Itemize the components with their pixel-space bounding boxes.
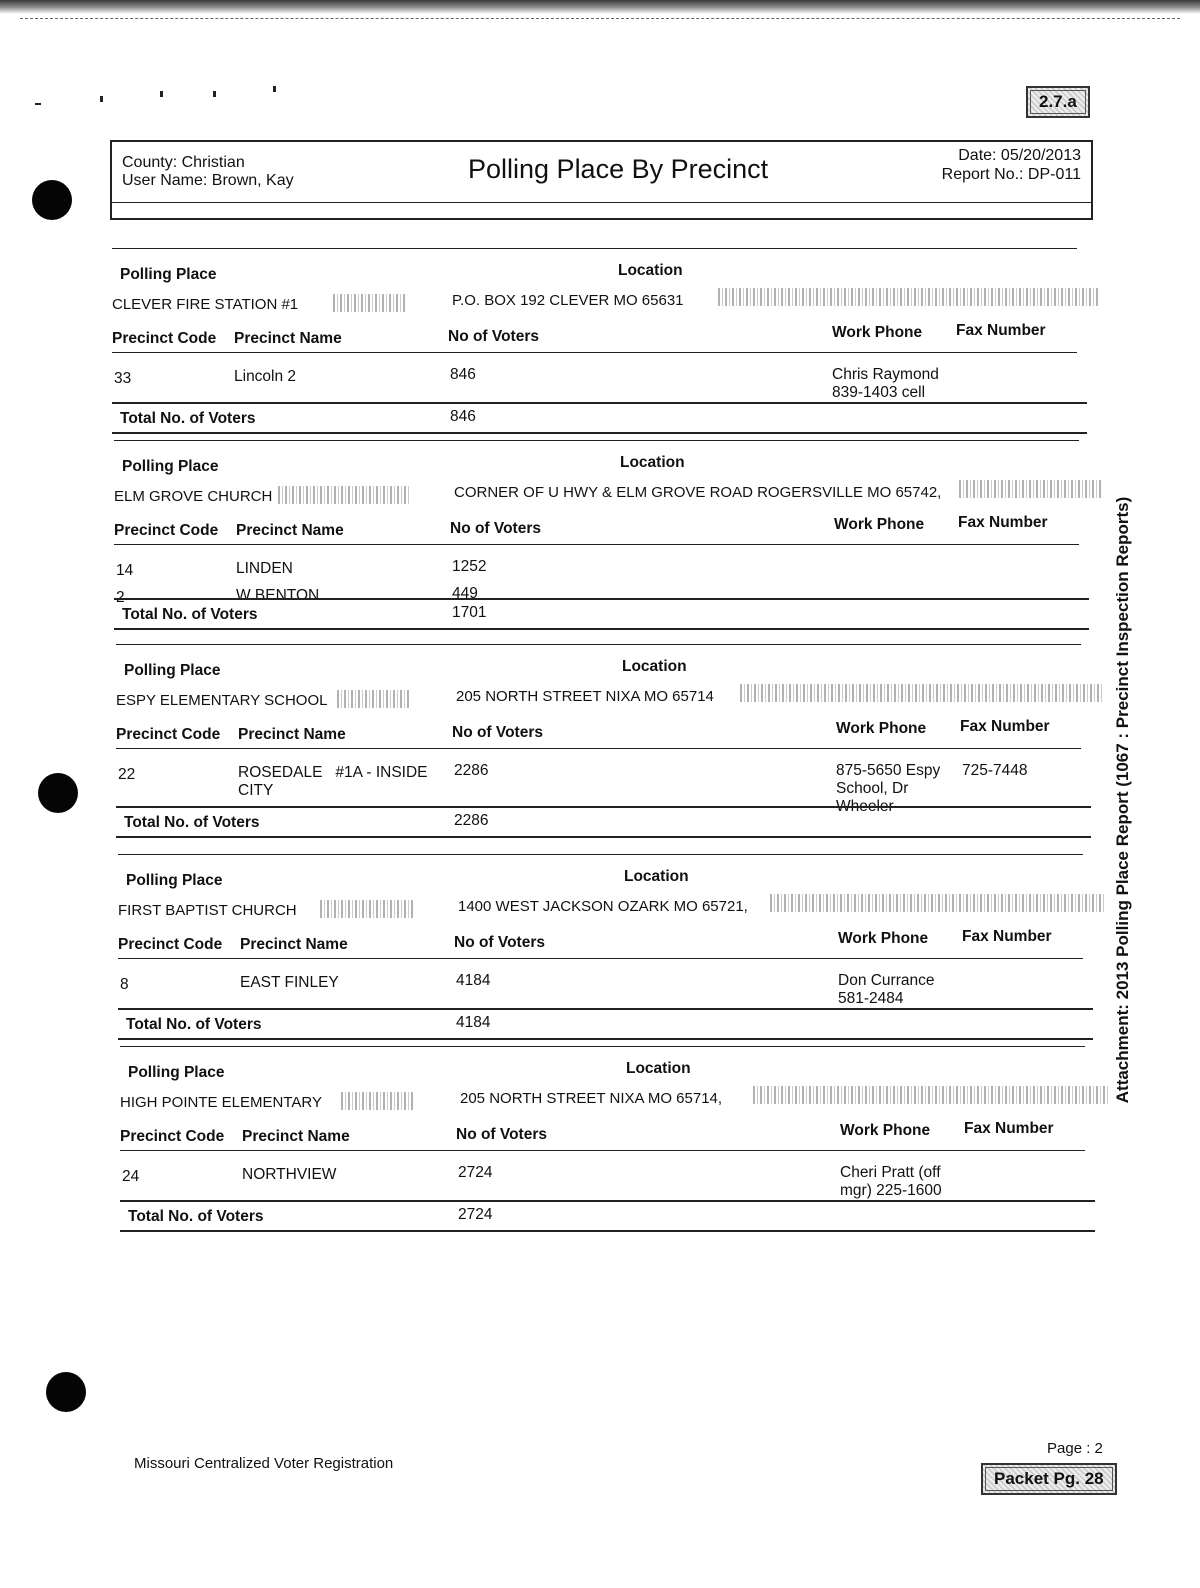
section-top-rule [116,644,1081,645]
polling-place-location: 1400 WEST JACKSON OZARK MO 65721, [458,898,748,915]
header-divider [112,202,1091,203]
precinct-code-header: Precinct Code [114,522,219,539]
precinct-code: 22 [118,766,136,783]
redaction [341,1092,415,1110]
polling-place-section [0,648,1200,838]
polling-place-location: P.O. BOX 192 CLEVER MO 65631 [452,292,684,309]
work-phone-header: Work Phone [834,516,925,533]
column-header-rule [114,544,1079,545]
work-phone-header: Work Phone [838,930,929,947]
redaction [718,288,1100,306]
punch-hole [46,1372,86,1412]
no-of-voters-header: No of Voters [454,934,545,951]
location-label: Location [620,454,685,471]
agenda-item-stamp [1026,86,1090,118]
polling-place-label: Polling Place [124,662,221,679]
total-voters-label: Total No. of Voters [122,606,258,623]
redaction [959,480,1102,498]
column-header-rule [116,748,1081,749]
precinct-name: NORTHVIEW [242,1166,337,1183]
user-name: User Name: Brown, Kay [122,172,294,189]
total-voters-value: 2724 [458,1206,493,1223]
total-bottom-rule [112,432,1087,434]
work-phone-header: Work Phone [836,720,927,737]
work-phone-header: Work Phone [840,1122,931,1139]
precinct-code-header: Precinct Code [118,936,223,953]
section-top-rule [120,1046,1085,1047]
precinct-name: ROSEDALE #1A - INSIDE CITY [238,764,428,799]
total-top-rule [114,598,1089,600]
fax-number-header: Fax Number [962,928,1052,945]
total-voters-value: 846 [450,408,476,425]
section-top-rule [114,440,1079,441]
precinct-code-header: Precinct Code [112,330,217,347]
voter-count: 4184 [456,972,491,989]
total-bottom-rule [118,1038,1093,1040]
no-of-voters-header: No of Voters [456,1126,547,1143]
precinct-name: LINDEN [236,560,293,577]
fax-number-header: Fax Number [958,514,1048,531]
footer-org: Missouri Centralized Voter Registration [134,1455,394,1472]
scan-speck [160,91,163,97]
report-header [110,140,1093,220]
county: County: Christian [122,154,245,171]
polling-place-section [0,1050,1200,1240]
redaction [320,900,413,918]
polling-place-location: 205 NORTH STREET NIXA MO 65714, [460,1090,723,1107]
fax-number-header: Fax Number [956,322,1046,339]
precinct-name-header: Precinct Name [242,1128,350,1145]
precinct-code: 8 [120,976,129,993]
no-of-voters-header: No of Voters [452,724,543,741]
polling-place-section [0,444,1200,634]
no-of-voters-header: No of Voters [450,520,541,537]
polling-place-name: HIGH POINTE ELEMENTARY [120,1094,322,1111]
polling-place-location: 205 NORTH STREET NIXA MO 65714 [456,688,714,705]
packet-page-stamp [981,1463,1117,1495]
fax-number-header: Fax Number [964,1120,1054,1137]
total-top-rule [118,1008,1093,1010]
column-header-rule [118,958,1083,959]
polling-place-section [0,858,1200,1048]
total-top-rule [120,1200,1095,1202]
punch-hole [32,180,72,220]
agenda-item-label: 2.7.a [1030,90,1086,114]
scan-speck [35,103,41,105]
precinct-name-header: Precinct Name [240,936,348,953]
precinct-code: 33 [114,370,132,387]
total-bottom-rule [120,1230,1095,1232]
work-phone: 875-5650 Espy School, Dr Wheeler [836,762,941,815]
polling-place-name: ESPY ELEMENTARY SCHOOL [116,692,328,709]
fax-number: 725-7448 [962,762,1028,779]
section-top-rule [118,854,1083,855]
column-header-rule [120,1150,1085,1151]
precinct-name: EAST FINLEY [240,974,339,991]
total-voters-value: 2286 [454,812,489,829]
total-voters-value: 4184 [456,1014,491,1031]
polling-place-name: FIRST BAPTIST CHURCH [118,902,297,919]
attachment-side-label: Attachment: 2013 Polling Place Report (1067 : Precinct Inspection Reports) [1113,496,1132,1104]
total-top-rule [112,402,1087,404]
header-left [122,154,294,190]
precinct-code: 24 [122,1168,140,1185]
scan-edge [0,0,1200,14]
location-label: Location [626,1060,691,1077]
redaction [333,294,407,312]
polling-place-label: Polling Place [126,872,223,889]
scan-speck [100,96,103,102]
scan-speck [213,91,216,97]
page-title: Polling Place By Precinct [468,154,769,184]
voter-count: 1252 [452,558,487,575]
polling-place-name: ELM GROVE CHURCH [114,488,273,505]
location-label: Location [618,262,683,279]
polling-place-label: Polling Place [120,266,217,283]
precinct-name: Lincoln 2 [234,368,297,385]
redaction [278,486,409,504]
polling-place-label: Polling Place [128,1064,225,1081]
location-label: Location [624,868,689,885]
header-right [942,146,1081,184]
precinct-code: 14 [116,562,134,579]
precinct-code: 2 [116,589,125,606]
voter-count: 449 [452,585,478,602]
work-phone: Cheri Pratt (off mgr) 225-1600 [840,1164,942,1199]
total-voters-label: Total No. of Voters [126,1016,262,1033]
section-top-rule [112,248,1077,249]
work-phone: Don Currance 581-2484 [838,972,935,1007]
total-voters-label: Total No. of Voters [128,1208,264,1225]
voter-count: 2724 [458,1164,493,1181]
polling-place-name: CLEVER FIRE STATION #1 [112,296,299,313]
column-header-rule [112,352,1077,353]
total-voters-value: 1701 [452,604,487,621]
redaction [740,684,1104,702]
packet-page-label: Packet Pg. 28 [985,1467,1113,1491]
total-bottom-rule [114,628,1089,630]
redaction [753,1086,1108,1104]
report-date: Date: 05/20/2013 [958,147,1081,164]
polling-place-section [0,252,1200,442]
work-phone-header: Work Phone [832,324,923,341]
total-voters-label: Total No. of Voters [124,814,260,831]
voter-count: 846 [450,366,476,383]
fax-number-header: Fax Number [960,718,1050,735]
total-top-rule [116,806,1091,808]
precinct-name-header: Precinct Name [236,522,344,539]
work-phone: Chris Raymond 839-1403 cell [832,366,939,401]
redaction [337,690,411,708]
precinct-code-header: Precinct Code [120,1128,225,1145]
report-number: Report No.: DP-011 [941,166,1081,183]
precinct-name-header: Precinct Name [234,330,342,347]
precinct-code-header: Precinct Code [116,726,221,743]
precinct-name: W BENTON [236,587,320,604]
page-number: Page : 2 [1047,1440,1103,1457]
total-bottom-rule [116,836,1091,838]
location-label: Location [622,658,687,675]
polling-place-label: Polling Place [122,458,219,475]
redaction [770,894,1106,912]
precinct-name-header: Precinct Name [238,726,346,743]
total-voters-label: Total No. of Voters [120,410,256,427]
voter-count: 2286 [454,762,489,779]
scan-speck [273,86,276,92]
no-of-voters-header: No of Voters [448,328,539,345]
scan-edge-line [20,18,1180,21]
polling-place-location: CORNER OF U HWY & ELM GROVE ROAD ROGERSVILLE MO 65742, [454,484,942,501]
